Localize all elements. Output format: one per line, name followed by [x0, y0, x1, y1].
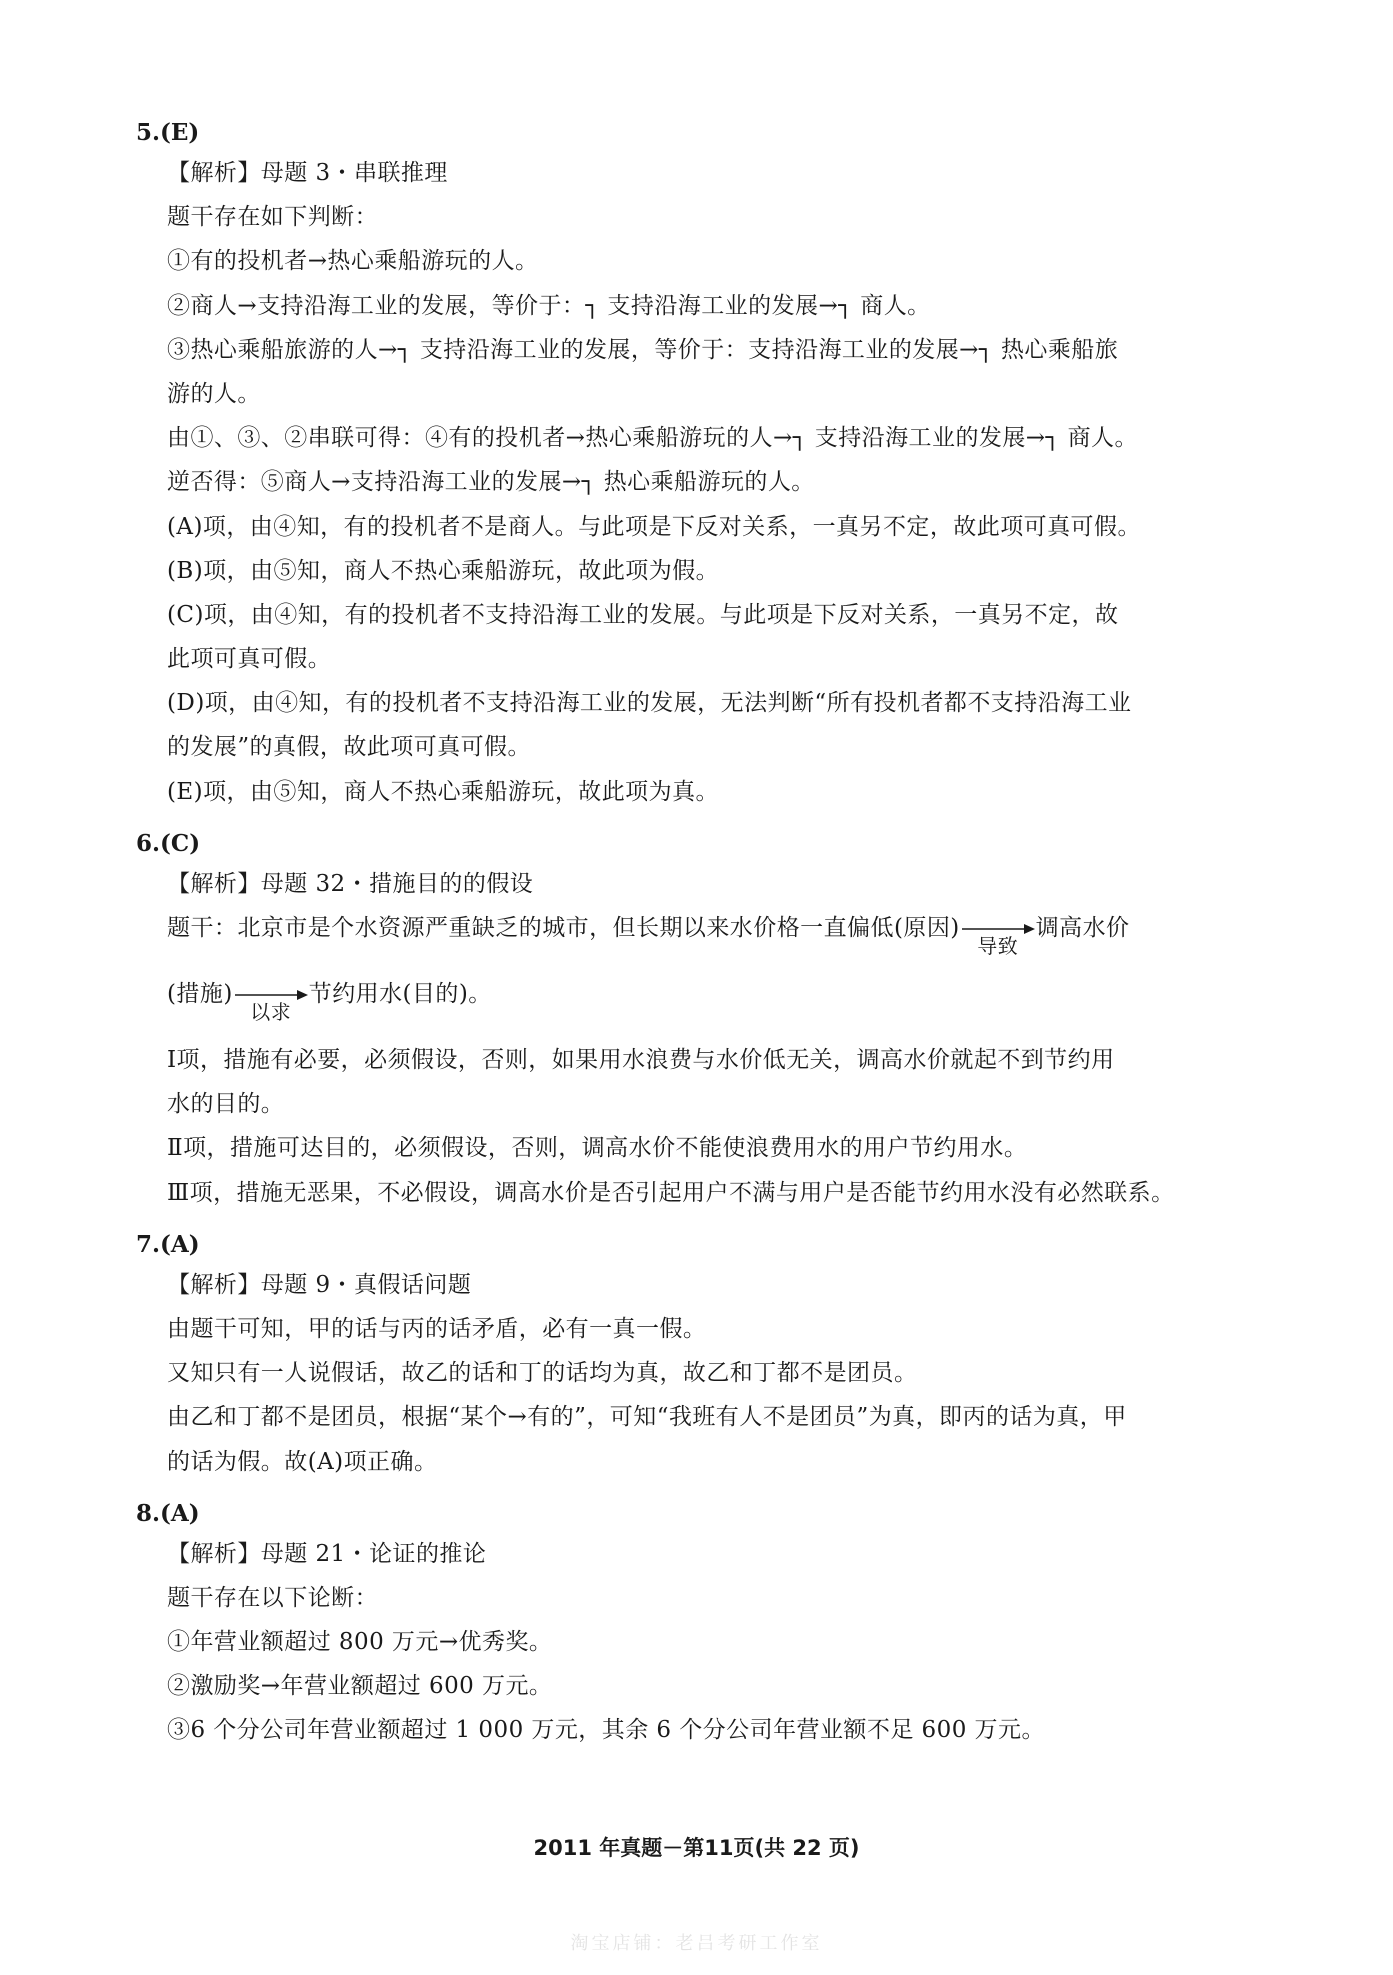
explanation-line: 由①、③、②串联可得：④有的投机者→热心乘船游玩的人→┐ 支持沿海工业的发展→┐ 商人。 [167, 425, 1138, 452]
purpose-arrow [233, 979, 309, 1024]
explanation-line: (A)项，由④知，有的投机者不是商人。与此项是下反对关系，一真另不定，故此项可真可假。 [167, 513, 1141, 540]
explanation-line: 【解析】母题 32・措施目的的假设 [167, 870, 534, 897]
explanation-line: (C)项，由④知，有的投机者不支持沿海工业的发展。与此项是下反对关系，一真另不定，故 [167, 601, 1119, 628]
explanation-line: 水的目的。 [167, 1091, 285, 1118]
arrow-label: 导致 [977, 934, 1019, 958]
explanation-line: 又知只有一人说假话，故乙的话和丁的话均为真，故乙和丁都不是团员。 [167, 1360, 918, 1387]
explanation-line: 的发展”的真假，故此项可真可假。 [167, 734, 531, 761]
explanation-line: 题干存在以下论断： [167, 1584, 379, 1611]
explanation-line: ③6 个分公司年营业额超过 1 000 万元，其余 6 个分公司年营业额不足 600 万元。 [167, 1717, 1045, 1744]
question-8 [136, 1499, 1286, 1746]
question-5 [136, 118, 1286, 807]
question-6 [136, 829, 1286, 1208]
explanation-line: Ⅲ项，措施无恶果，不必假设，调高水价是否引起用户不满与用户是否能节约用水没有必然联系。 [167, 1179, 1175, 1206]
explanation-line: 游的人。 [167, 380, 261, 407]
question-number: 5.(E) [136, 119, 200, 146]
arrow-label: 以求 [250, 1000, 292, 1024]
explanation-line: 由题干可知，甲的话与丙的话矛盾，必有一真一假。 [167, 1315, 707, 1342]
question-7 [136, 1230, 1286, 1477]
explanation-line: 此项可真可假。 [167, 646, 332, 673]
stem-line-1 [167, 913, 1286, 958]
explanation-line: 题干存在如下判断： [167, 204, 379, 231]
explanation-line: 的话为假。故(A)项正确。 [167, 1448, 438, 1475]
explanation-line: Ⅱ项，措施可达目的，必须假设，否则，调高水价不能使浪费用水的用户节约用水。 [167, 1135, 1028, 1162]
explanation-line: ②激励奖→年营业额超过 600 万元。 [167, 1673, 553, 1700]
page-footer: 2011 年真题－第11页(共 22 页) [533, 1836, 860, 1860]
question-7-explanation [136, 1270, 1286, 1477]
explanation-line: Ⅰ项，措施有必要，必须假设，否则，如果用水浪费与水价低无关，调高水价就起不到节约用 [167, 1047, 1115, 1073]
question-number: 6.(C) [136, 829, 201, 857]
question-number: 8.(A) [136, 1499, 200, 1527]
stem-text: 节约用水(目的)。 [308, 981, 492, 1007]
answer-explanations [136, 118, 1286, 1760]
explanation-line: ②商人→支持沿海工业的发展，等价于：┐ 支持沿海工业的发展→┐ 商人。 [167, 292, 931, 319]
question-8-explanation [136, 1539, 1286, 1746]
shop-watermark: 淘宝店铺：老吕考研工作室 [570, 1933, 823, 1954]
explanation-line: 由乙和丁都不是团员，根据“某个→有的”，可知“我班有人不是团员”为真，即丙的话为真，甲 [167, 1404, 1127, 1431]
explanation-line: 逆否得：⑤商人→支持沿海工业的发展→┐ 热心乘船游玩的人。 [167, 469, 815, 496]
explanation-line: ①年营业额超过 800 万元→优秀奖。 [167, 1629, 553, 1656]
stem-line-2 [167, 979, 1286, 1024]
explanation-line: 【解析】母题 21・论证的推论 [167, 1540, 487, 1567]
explanation-line: 【解析】母题 3・串联推理 [167, 160, 448, 186]
stem-text: (措施) [167, 981, 233, 1007]
explanation-line: 【解析】母题 9・真假话问题 [167, 1271, 472, 1298]
stem-text: 调高水价 [1035, 915, 1130, 941]
explanation-line: (E)项，由⑤知，商人不热心乘船游玩，故此项为真。 [167, 778, 719, 805]
explanation-line: ①有的投机者→热心乘船游玩的人。 [167, 248, 539, 275]
explanation-line: (B)项，由⑤知，商人不热心乘船游玩，故此项为假。 [167, 557, 720, 584]
question-6-explanation [136, 869, 1286, 1208]
question-5-explanation [136, 158, 1286, 807]
stem-text: 题干：北京市是个水资源严重缺乏的城市，但长期以来水价格一直偏低(原因) [167, 915, 960, 941]
explanation-line: (D)项，由④知，有的投机者不支持沿海工业的发展，无法判断“所有投机者都不支持沿海工业 [167, 690, 1132, 717]
question-number: 7.(A) [136, 1230, 200, 1258]
causal-arrow [960, 913, 1036, 958]
explanation-line: ③热心乘船旅游的人→┐ 支持沿海工业的发展，等价于：支持沿海工业的发展→┐ 热心乘船旅 [167, 336, 1119, 363]
